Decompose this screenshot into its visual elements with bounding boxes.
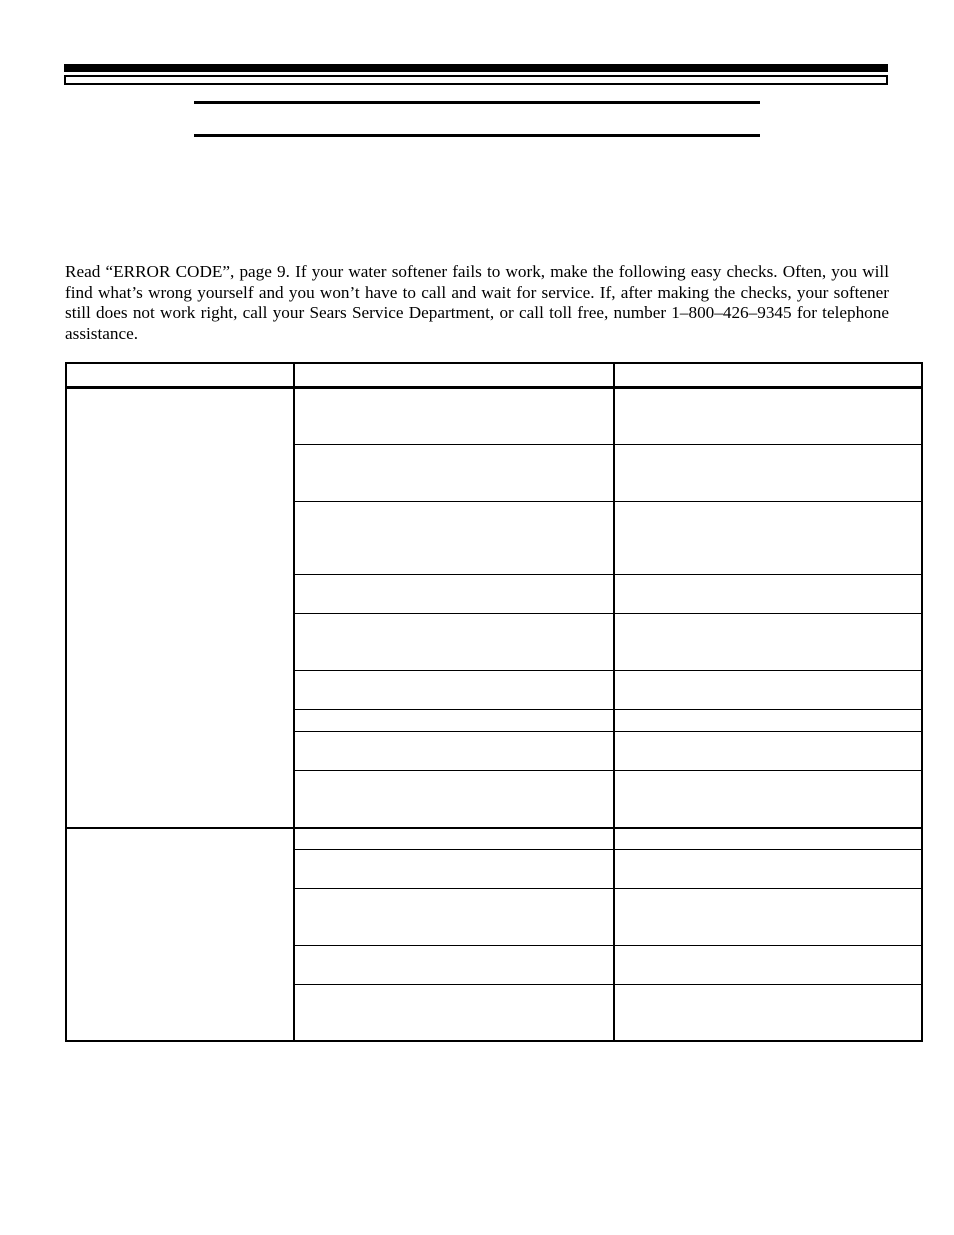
table-row: [293, 670, 923, 671]
title-rule-bottom: [194, 134, 760, 137]
table-row: [293, 888, 923, 889]
header-frame-bar: [64, 75, 888, 85]
table-row: [293, 574, 923, 575]
table-row: [293, 770, 923, 771]
title-rule-top: [194, 101, 760, 104]
table-row: [293, 613, 923, 614]
table-row: [293, 849, 923, 850]
column-divider-1: [293, 362, 295, 1042]
table-row: [293, 501, 923, 502]
table-row: [293, 709, 923, 710]
table-row: [293, 731, 923, 732]
table-frame: [65, 362, 923, 1042]
header-top-bar: [64, 64, 888, 72]
troubleshooting-table: [65, 362, 923, 1042]
table-group-separator: [65, 827, 923, 829]
table-row: [293, 984, 923, 985]
intro-paragraph: Read “ERROR CODE”, page 9. If your water softener fails to work, make the following easy checks. Often, you will find what’s wrong yourself and you won’t have to call and wait for service. If, after making the checks, your softener still does not work right, call your Sears Service Department, or call toll free, number 1–800–426–9345 for telephone assistance.: [65, 262, 889, 343]
table-row: [293, 945, 923, 946]
table-row: [293, 444, 923, 445]
column-divider-2: [613, 362, 615, 1042]
table-header-row: [65, 386, 923, 389]
